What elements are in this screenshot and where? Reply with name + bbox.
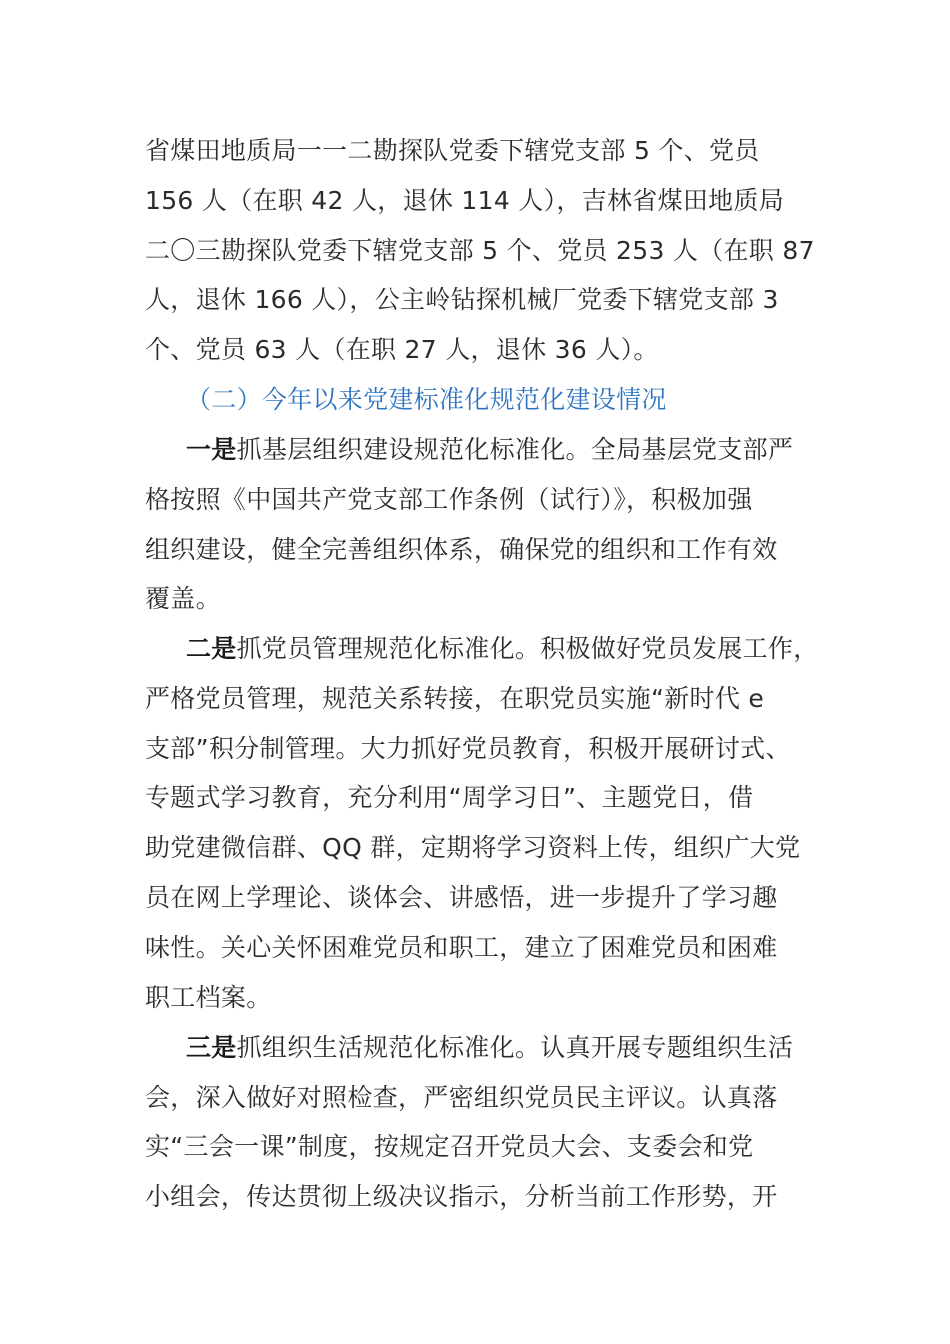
paragraph-3-lead: 三是 bbox=[186, 1033, 237, 1062]
paragraph-3-line-1: 抓组织生活规范化标准化。认真开展专题组织生活 bbox=[236, 1033, 794, 1062]
paragraph-3-line-3: 实“三会一课”制度，按规定召开党员大会、支委会和党 bbox=[145, 1132, 754, 1161]
paragraph-1-lead: 一是 bbox=[186, 435, 237, 464]
paragraph-1-line-2: 格按照《中国共产党支部工作条例（试行）》，积极加强 bbox=[145, 485, 753, 514]
paragraph-3-line-2: 会，深入做好对照检查，严密组织党员民主评议。认真落 bbox=[145, 1083, 778, 1112]
paragraph-2-lead: 二是 bbox=[186, 634, 237, 663]
section-heading: （二）今年以来党建标准化规范化建设情况 bbox=[186, 385, 667, 414]
intro-line-2: 156 人（在职 42 人，退休 114 人），吉林省煤田地质局 bbox=[145, 186, 785, 215]
paragraph-2-line-7: 味性。关心关怀困难党员和职工，建立了困难党员和困难 bbox=[145, 933, 778, 962]
intro-line-5: 个、党员 63 人（在职 27 人，退休 36 人）。 bbox=[145, 335, 659, 364]
paragraph-3-line-4: 小组会，传达贯彻上级决议指示，分析当前工作形势，开 bbox=[145, 1182, 778, 1211]
paragraph-1-line-3: 组织建设，健全完善组织体系，确保党的组织和工作有效 bbox=[145, 535, 778, 564]
paragraph-2-first-line bbox=[186, 632, 819, 666]
paragraph-2-line-6: 员在网上学理论、谈体会、讲感悟，进一步提升了学习趣 bbox=[145, 883, 778, 912]
intro-line-3: 二〇三勘探队党委下辖党支部 5 个、党员 253 人（在职 87 bbox=[145, 236, 815, 265]
paragraph-2-line-1: 抓党员管理规范化标准化。积极做好党员发展工作， bbox=[236, 634, 819, 663]
paragraph-2-line-8: 职工档案。 bbox=[145, 983, 272, 1012]
paragraph-3-first-line bbox=[186, 1031, 793, 1065]
paragraph-1-line-4: 覆盖。 bbox=[145, 584, 221, 613]
paragraph-2-line-5: 助党建微信群、QQ 群，定期将学习资料上传，组织广大党 bbox=[145, 833, 801, 862]
paragraph-1-line-1: 抓基层组织建设规范化标准化。全局基层党支部严 bbox=[236, 435, 794, 464]
paragraph-2-line-3: 支部”积分制管理。大力抓好党员教育，积极开展研讨式、 bbox=[145, 734, 791, 763]
intro-line-1: 省煤田地质局一一二勘探队党委下辖党支部 5 个、党员 bbox=[145, 136, 760, 165]
paragraph-2-line-4: 专题式学习教育，充分利用“周学习日”、主题党日，借 bbox=[145, 783, 754, 812]
paragraph-1-first-line bbox=[186, 433, 793, 467]
paragraph-2-line-2: 严格党员管理，规范关系转接，在职党员实施“新时代 e bbox=[145, 684, 765, 713]
intro-line-4: 人，退休 166 人），公主岭钻探机械厂党委下辖党支部 3 bbox=[145, 285, 779, 314]
